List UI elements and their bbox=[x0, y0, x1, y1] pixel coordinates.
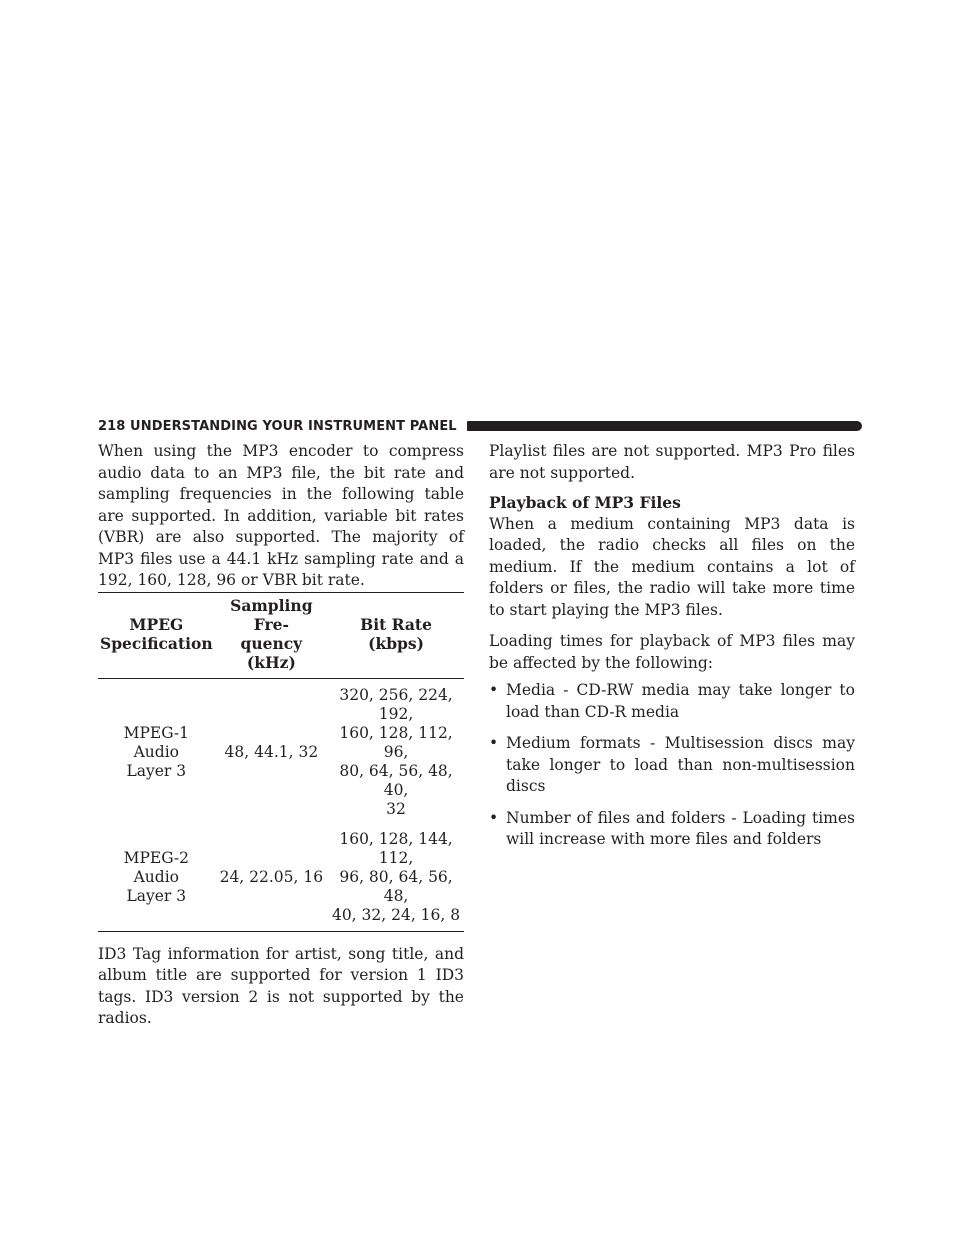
playback-subheading: Playback of MP3 Files bbox=[489, 493, 681, 512]
table-row bbox=[98, 823, 464, 932]
page-header bbox=[98, 419, 862, 435]
header-rate: Bit Rate (kbps) bbox=[328, 592, 464, 678]
cell-freq: 24, 22.05, 16 bbox=[215, 823, 328, 932]
list-item bbox=[489, 680, 855, 723]
loading-paragraph: Loading times for playback of MP3 files may be affected by the following: bbox=[489, 632, 855, 672]
bullet-icon: • bbox=[489, 681, 499, 699]
bullet-icon: • bbox=[489, 734, 499, 752]
list-item-text: Media - CD-RW media may take longer to load than CD-R media bbox=[506, 681, 855, 721]
list-item bbox=[489, 733, 855, 798]
list-item-text: Number of files and folders - Loading times will increase with more files and folders bbox=[506, 808, 855, 848]
list-item-text: Medium formats - Multisession discs may take longer to load than non-multisession discs bbox=[506, 734, 855, 795]
header-rule bbox=[467, 421, 862, 431]
list-item bbox=[489, 808, 855, 851]
table-header-row bbox=[98, 592, 464, 678]
page-header-label: 218 UNDERSTANDING YOUR INSTRUMENT PANEL bbox=[98, 419, 465, 435]
loading-factors-list bbox=[489, 680, 855, 851]
playback-paragraph: When a medium containing MP3 data is loaded, the radio checks all files on the medium. If the medium contains a lot of folders or files, the radio will take more time to start playing the MP3 files. bbox=[489, 514, 855, 619]
cell-spec: MPEG-2 Audio Layer 3 bbox=[98, 823, 215, 932]
table-row bbox=[98, 678, 464, 823]
cell-rate: 160, 128, 144, 112, 96, 80, 64, 56, 48, 40, 32, 24, 16, 8 bbox=[328, 823, 464, 932]
cell-freq: 48, 44.1, 32 bbox=[224, 742, 319, 761]
mp3-spec-table bbox=[98, 592, 464, 932]
bullet-icon: • bbox=[489, 808, 499, 827]
header-freq: Sampling Fre- quency (kHz) bbox=[215, 592, 328, 678]
cell-spec: MPEG-1 Audio Layer 3 bbox=[123, 723, 189, 780]
right-column bbox=[489, 441, 855, 861]
intro-paragraph: When using the MP3 encoder to compress audio data to an MP3 file, the bit rate and sampling frequencies in the following table are supported. In addition, variable bit rates (VBR) are also supported. The majority of MP3 files use a 44.1 kHz sampling rate and a 192, 160, 128, 96 or VBR bit rate. bbox=[98, 442, 464, 589]
playlist-paragraph: Playlist files are not supported. MP3 Pro files are not supported. bbox=[489, 442, 855, 482]
cell-rate: 320, 256, 224, 192, 160, 128, 112, 96, 80, 64, 56, 48, 40, 32 bbox=[339, 685, 453, 818]
id3-paragraph: ID3 Tag information for artist, song title, and album title are supported for version 1 ID3 tags. ID3 version 2 is not supported by the radios. bbox=[98, 944, 464, 1027]
left-column bbox=[98, 441, 464, 1030]
header-spec: MPEG Specification bbox=[98, 592, 215, 678]
